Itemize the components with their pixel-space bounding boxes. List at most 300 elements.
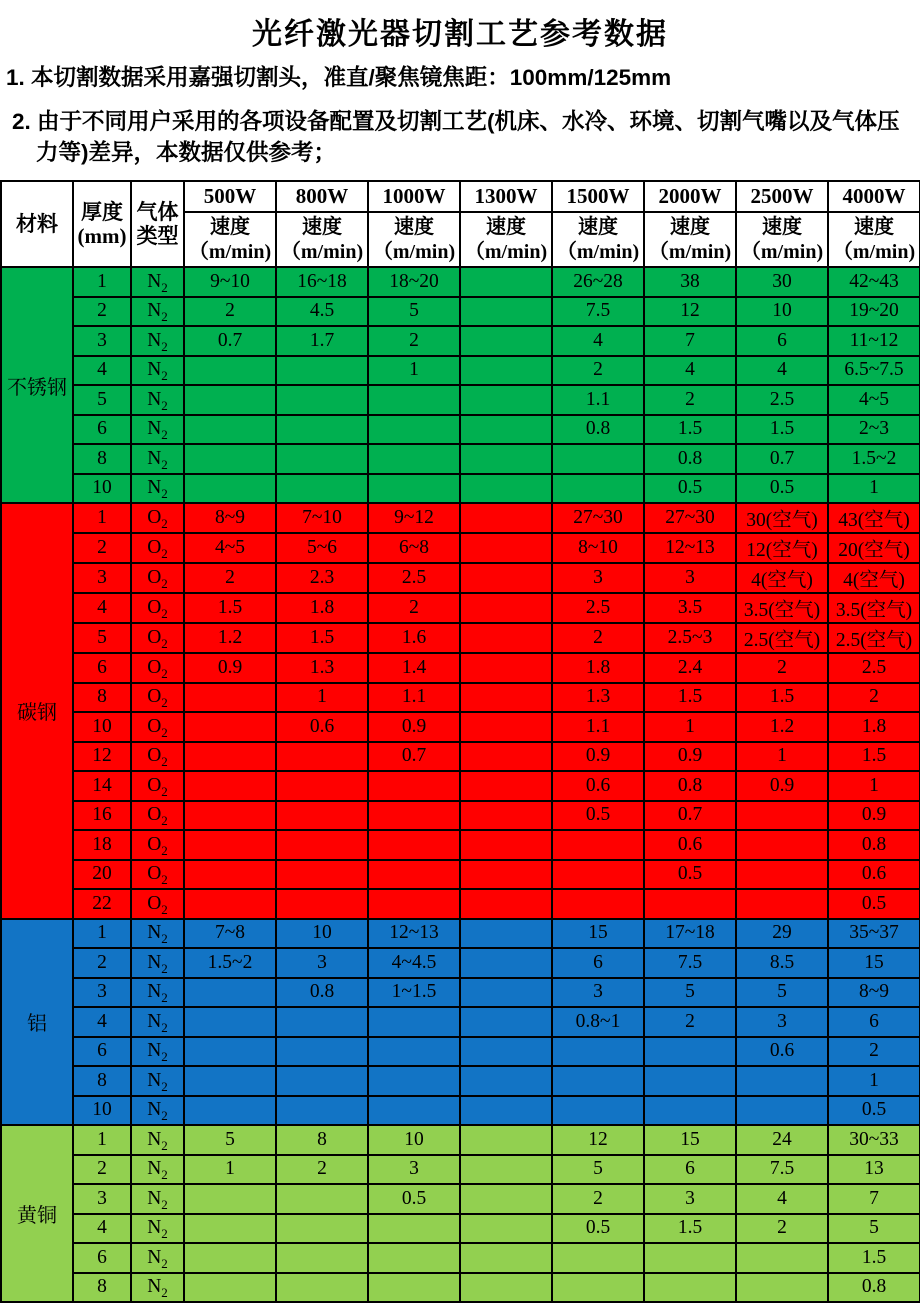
speed-cell xyxy=(276,1007,368,1037)
speed-cell xyxy=(184,1037,276,1067)
speed-cell: 15 xyxy=(828,948,920,978)
speed-cell xyxy=(368,889,460,919)
speed-cell: 15 xyxy=(552,919,644,949)
speed-cell xyxy=(184,801,276,831)
gas-type-cell: $N_2$ xyxy=(131,326,184,356)
speed-cell xyxy=(644,1096,736,1126)
speed-cell xyxy=(736,830,828,860)
table-row xyxy=(1,1155,920,1185)
gas-type-cell: $N_2$ xyxy=(131,1155,184,1185)
speed-cell xyxy=(460,1243,552,1273)
thickness-cell: 6 xyxy=(73,653,131,683)
speed-cell: 43(空气) xyxy=(828,503,920,533)
material-cell: 铝 xyxy=(1,919,73,1126)
speed-cell: 3 xyxy=(552,563,644,593)
speed-cell xyxy=(184,683,276,713)
speed-cell xyxy=(460,563,552,593)
thickness-cell: 2 xyxy=(73,948,131,978)
speed-cell: 0.8 xyxy=(644,444,736,474)
speed-cell xyxy=(552,1243,644,1273)
gas-type-cell: $O_2$ xyxy=(131,889,184,919)
speed-cell xyxy=(368,830,460,860)
speed-cell: 1.5 xyxy=(828,742,920,772)
gas-type-cell: $N_2$ xyxy=(131,1096,184,1126)
speed-cell xyxy=(184,1184,276,1214)
speed-cell: 29 xyxy=(736,919,828,949)
speed-cell xyxy=(276,385,368,415)
speed-cell: 11~12 xyxy=(828,326,920,356)
speed-cell: 7.5 xyxy=(552,297,644,327)
speed-cell: 35~37 xyxy=(828,919,920,949)
table-row xyxy=(1,385,920,415)
speed-cell: 2 xyxy=(736,653,828,683)
speed-cell xyxy=(276,444,368,474)
table-body xyxy=(1,267,920,1302)
speed-cell xyxy=(460,1125,552,1155)
speed-cell: 9~12 xyxy=(368,503,460,533)
speed-cell: 0.9 xyxy=(644,742,736,772)
speed-cell xyxy=(276,474,368,504)
thickness-cell: 3 xyxy=(73,563,131,593)
thickness-cell: 3 xyxy=(73,326,131,356)
gas-type-cell: $O_2$ xyxy=(131,533,184,563)
speed-cell: 0.6 xyxy=(552,771,644,801)
gas-type-cell: $N_2$ xyxy=(131,474,184,504)
gas-type-cell: $N_2$ xyxy=(131,948,184,978)
speed-cell: 5~6 xyxy=(276,533,368,563)
thickness-cell: 1 xyxy=(73,919,131,949)
speed-cell: 0.5 xyxy=(736,474,828,504)
speed-cell: 1.1 xyxy=(552,712,644,742)
thickness-cell: 5 xyxy=(73,623,131,653)
gas-type-cell: $O_2$ xyxy=(131,860,184,890)
table-row xyxy=(1,919,920,949)
speed-cell xyxy=(644,1243,736,1273)
speed-cell: 2.5(空气) xyxy=(828,623,920,653)
speed-cell xyxy=(368,1273,460,1303)
speed-cell: 2 xyxy=(368,326,460,356)
speed-cell: 16~18 xyxy=(276,267,368,297)
speed-cell: 10 xyxy=(368,1125,460,1155)
gas-type-cell: $O_2$ xyxy=(131,801,184,831)
speed-cell xyxy=(184,712,276,742)
speed-cell: 12(空气) xyxy=(736,533,828,563)
speed-cell xyxy=(460,742,552,772)
speed-cell xyxy=(184,444,276,474)
speed-cell: 2 xyxy=(552,356,644,386)
gas-type-cell: $O_2$ xyxy=(131,653,184,683)
gas-type-cell: $N_2$ xyxy=(131,415,184,445)
speed-cell xyxy=(184,830,276,860)
table-row xyxy=(1,712,920,742)
speed-cell xyxy=(460,830,552,860)
speed-cell xyxy=(460,712,552,742)
speed-cell xyxy=(552,1273,644,1303)
speed-cell: 4~5 xyxy=(828,385,920,415)
header-power-1000w: 1000W xyxy=(368,181,460,212)
table-row xyxy=(1,978,920,1008)
table-row xyxy=(1,356,920,386)
speed-cell: 0.9 xyxy=(828,801,920,831)
gas-type-cell: $N_2$ xyxy=(131,444,184,474)
header-speed-cell: 速度 （m/min) xyxy=(736,212,828,267)
speed-cell xyxy=(184,1066,276,1096)
speed-cell: 1 xyxy=(644,712,736,742)
speed-cell: 2 xyxy=(828,683,920,713)
speed-cell: 2.5(空气) xyxy=(736,623,828,653)
thickness-cell: 20 xyxy=(73,860,131,890)
speed-cell: 7 xyxy=(644,326,736,356)
thickness-cell: 16 xyxy=(73,801,131,831)
header-material: 材料 xyxy=(1,181,73,267)
speed-cell: 1.6 xyxy=(368,623,460,653)
speed-cell xyxy=(460,297,552,327)
speed-cell: 0.6 xyxy=(828,860,920,890)
gas-type-cell: $O_2$ xyxy=(131,712,184,742)
speed-cell: 1 xyxy=(828,1066,920,1096)
speed-cell: 15 xyxy=(644,1125,736,1155)
speed-cell xyxy=(460,1037,552,1067)
speed-cell xyxy=(368,1243,460,1273)
header-thickness-line2: (mm) xyxy=(77,224,127,248)
speed-cell xyxy=(276,1243,368,1273)
speed-cell xyxy=(736,1066,828,1096)
speed-cell: 1.1 xyxy=(552,385,644,415)
speed-cell xyxy=(276,889,368,919)
table-row xyxy=(1,415,920,445)
speed-cell: 1.3 xyxy=(276,653,368,683)
speed-cell: 0.7 xyxy=(736,444,828,474)
speed-cell: 8 xyxy=(276,1125,368,1155)
speed-cell: 1~1.5 xyxy=(368,978,460,1008)
speed-cell: 1.3 xyxy=(552,683,644,713)
speed-cell xyxy=(184,1243,276,1273)
table-row xyxy=(1,653,920,683)
speed-cell xyxy=(184,771,276,801)
speed-cell: 0.7 xyxy=(368,742,460,772)
thickness-cell: 14 xyxy=(73,771,131,801)
gas-type-cell: $O_2$ xyxy=(131,830,184,860)
speed-cell xyxy=(276,1214,368,1244)
speed-cell: 24 xyxy=(736,1125,828,1155)
speed-cell: 1.2 xyxy=(736,712,828,742)
speed-cell: 1 xyxy=(828,771,920,801)
speed-cell: 4(空气) xyxy=(828,563,920,593)
speed-cell: 3 xyxy=(644,1184,736,1214)
speed-cell xyxy=(368,860,460,890)
speed-cell xyxy=(736,801,828,831)
table-row xyxy=(1,1184,920,1214)
speed-cell: 0.8 xyxy=(644,771,736,801)
speed-cell: 20(空气) xyxy=(828,533,920,563)
thickness-cell: 2 xyxy=(73,533,131,563)
thickness-cell: 3 xyxy=(73,1184,131,1214)
speed-cell xyxy=(644,1037,736,1067)
header-power-800w: 800W xyxy=(276,181,368,212)
page-title: 光纤激光器切割工艺参考数据 xyxy=(252,18,668,51)
thickness-cell: 6 xyxy=(73,415,131,445)
speed-cell: 4(空气) xyxy=(736,563,828,593)
speed-cell: 1 xyxy=(736,742,828,772)
speed-cell: 2 xyxy=(276,1155,368,1185)
header-thickness-line1: 厚度 xyxy=(81,200,123,224)
speed-cell: 1.5~2 xyxy=(828,444,920,474)
speed-cell xyxy=(460,1273,552,1303)
thickness-cell: 2 xyxy=(73,1155,131,1185)
speed-cell: 1.5~2 xyxy=(184,948,276,978)
speed-cell xyxy=(644,1273,736,1303)
speed-cell xyxy=(736,1243,828,1273)
speed-cell xyxy=(184,1273,276,1303)
gas-type-cell: $O_2$ xyxy=(131,742,184,772)
table-row xyxy=(1,860,920,890)
speed-cell xyxy=(276,1096,368,1126)
speed-cell: 0.9 xyxy=(736,771,828,801)
speed-cell xyxy=(368,385,460,415)
speed-cell: 6 xyxy=(828,1007,920,1037)
speed-cell: 1 xyxy=(368,356,460,386)
speed-cell xyxy=(460,503,552,533)
speed-cell: 1.5 xyxy=(644,1214,736,1244)
speed-cell xyxy=(276,742,368,772)
speed-cell: 1 xyxy=(828,474,920,504)
speed-cell xyxy=(184,415,276,445)
speed-cell xyxy=(460,267,552,297)
speed-cell: 0.8~1 xyxy=(552,1007,644,1037)
speed-cell xyxy=(460,1096,552,1126)
speed-cell xyxy=(460,1066,552,1096)
speed-cell: 4 xyxy=(736,356,828,386)
speed-cell: 7~10 xyxy=(276,503,368,533)
header-speed-cell: 速度 （m/min) xyxy=(460,212,552,267)
speed-cell: 5 xyxy=(184,1125,276,1155)
speed-cell xyxy=(184,1007,276,1037)
speed-cell xyxy=(184,1214,276,1244)
table-row xyxy=(1,1066,920,1096)
speed-cell: 0.5 xyxy=(552,801,644,831)
speed-cell: 2 xyxy=(644,1007,736,1037)
speed-cell: 2.5 xyxy=(368,563,460,593)
speed-cell: 0.6 xyxy=(644,830,736,860)
speed-cell: 3.5(空气) xyxy=(736,593,828,623)
speed-cell xyxy=(184,1096,276,1126)
speed-cell: 0.9 xyxy=(184,653,276,683)
table-row xyxy=(1,889,920,919)
speed-cell xyxy=(460,978,552,1008)
speed-cell xyxy=(736,860,828,890)
speed-cell xyxy=(276,415,368,445)
speed-cell: 8~9 xyxy=(184,503,276,533)
speed-cell: 2 xyxy=(184,563,276,593)
gas-type-cell: $N_2$ xyxy=(131,978,184,1008)
header-speed-cell: 速度 （m/min) xyxy=(644,212,736,267)
speed-cell: 0.5 xyxy=(644,474,736,504)
table-row xyxy=(1,771,920,801)
speed-cell: 12~13 xyxy=(368,919,460,949)
thickness-cell: 3 xyxy=(73,978,131,1008)
speed-cell: 0.5 xyxy=(368,1184,460,1214)
gas-type-cell: $O_2$ xyxy=(131,683,184,713)
table-row xyxy=(1,830,920,860)
speed-cell xyxy=(460,860,552,890)
thickness-cell: 8 xyxy=(73,683,131,713)
speed-cell: 30(空气) xyxy=(736,503,828,533)
speed-cell: 1.8 xyxy=(552,653,644,683)
speed-cell xyxy=(460,356,552,386)
speed-cell xyxy=(552,1096,644,1126)
table-row xyxy=(1,623,920,653)
speed-cell xyxy=(368,1066,460,1096)
speed-cell: 6 xyxy=(644,1155,736,1185)
table-row xyxy=(1,297,920,327)
speed-cell: 0.9 xyxy=(552,742,644,772)
speed-cell: 18~20 xyxy=(368,267,460,297)
speed-cell xyxy=(460,1184,552,1214)
speed-cell xyxy=(184,356,276,386)
thickness-cell: 6 xyxy=(73,1037,131,1067)
speed-cell: 0.6 xyxy=(736,1037,828,1067)
speed-cell: 3.5 xyxy=(644,593,736,623)
speed-cell: 2.4 xyxy=(644,653,736,683)
table-row xyxy=(1,742,920,772)
speed-cell xyxy=(460,683,552,713)
speed-cell xyxy=(276,1184,368,1214)
speed-cell: 1.1 xyxy=(368,683,460,713)
speed-cell: 6 xyxy=(552,948,644,978)
table-row xyxy=(1,801,920,831)
speed-cell: 5 xyxy=(644,978,736,1008)
speed-cell: 17~18 xyxy=(644,919,736,949)
speed-cell: 2 xyxy=(552,1184,644,1214)
header-speed-cell: 速度 （m/min) xyxy=(368,212,460,267)
speed-cell: 2.5~3 xyxy=(644,623,736,653)
note-1: 1. 本切割数据采用嘉强切割头，准直/聚焦镜焦距：100mm/125mm xyxy=(6,65,672,90)
speed-cell: 1.5 xyxy=(276,623,368,653)
header-speed-cell: 速度 （m/min) xyxy=(184,212,276,267)
gas-type-cell: $N_2$ xyxy=(131,356,184,386)
table-row xyxy=(1,1037,920,1067)
speed-cell: 12 xyxy=(552,1125,644,1155)
speed-cell xyxy=(552,1066,644,1096)
table-row xyxy=(1,326,920,356)
speed-cell: 2.5 xyxy=(552,593,644,623)
speed-cell xyxy=(644,1066,736,1096)
speed-cell xyxy=(552,444,644,474)
thickness-cell: 4 xyxy=(73,1007,131,1037)
speed-cell: 26~28 xyxy=(552,267,644,297)
speed-cell: 0.8 xyxy=(276,978,368,1008)
speed-cell: 1.7 xyxy=(276,326,368,356)
speed-cell xyxy=(184,860,276,890)
gas-type-cell: $N_2$ xyxy=(131,267,184,297)
speed-cell xyxy=(460,593,552,623)
speed-cell xyxy=(460,385,552,415)
header-speed-cell: 速度 （m/min) xyxy=(828,212,920,267)
speed-cell: 1.5 xyxy=(736,415,828,445)
speed-cell xyxy=(276,1273,368,1303)
speed-cell: 30~33 xyxy=(828,1125,920,1155)
speed-cell: 3 xyxy=(736,1007,828,1037)
thickness-cell: 8 xyxy=(73,444,131,474)
header-power-4000w: 4000W xyxy=(828,181,920,212)
speed-cell: 1 xyxy=(276,683,368,713)
speed-cell xyxy=(368,1037,460,1067)
speed-cell: 0.6 xyxy=(276,712,368,742)
speed-cell xyxy=(368,444,460,474)
header-power-1500w: 1500W xyxy=(552,181,644,212)
header-thickness xyxy=(73,181,131,267)
speed-cell xyxy=(460,889,552,919)
speed-cell xyxy=(368,474,460,504)
table-row xyxy=(1,1243,920,1273)
speed-cell: 1.5 xyxy=(828,1243,920,1273)
speed-cell: 38 xyxy=(644,267,736,297)
header-power-2000w: 2000W xyxy=(644,181,736,212)
speed-cell: 2 xyxy=(184,297,276,327)
thickness-cell: 4 xyxy=(73,593,131,623)
speed-cell: 2.5 xyxy=(736,385,828,415)
speed-cell xyxy=(460,1007,552,1037)
speed-cell xyxy=(460,948,552,978)
speed-cell: 1.5 xyxy=(644,415,736,445)
speed-cell: 2 xyxy=(644,385,736,415)
speed-cell: 6~8 xyxy=(368,533,460,563)
thickness-cell: 22 xyxy=(73,889,131,919)
table-row xyxy=(1,948,920,978)
speed-cell: 1.5 xyxy=(644,683,736,713)
speed-cell xyxy=(368,1214,460,1244)
table-row xyxy=(1,1096,920,1126)
thickness-cell: 8 xyxy=(73,1066,131,1096)
thickness-cell: 10 xyxy=(73,474,131,504)
speed-cell xyxy=(276,801,368,831)
speed-cell: 3 xyxy=(368,1155,460,1185)
table-row xyxy=(1,267,920,297)
gas-type-cell: $N_2$ xyxy=(131,1243,184,1273)
speed-cell: 0.5 xyxy=(828,889,920,919)
thickness-cell: 4 xyxy=(73,1214,131,1244)
gas-type-cell: $O_2$ xyxy=(131,623,184,653)
table-row xyxy=(1,1007,920,1037)
speed-cell xyxy=(276,1037,368,1067)
speed-cell: 0.8 xyxy=(828,830,920,860)
speed-cell xyxy=(184,742,276,772)
header-power-2500w: 2500W xyxy=(736,181,828,212)
speed-cell xyxy=(736,1273,828,1303)
gas-type-cell: $N_2$ xyxy=(131,919,184,949)
table-row xyxy=(1,683,920,713)
material-cell: 黄铜 xyxy=(1,1125,73,1302)
speed-cell: 1.4 xyxy=(368,653,460,683)
thickness-cell: 6 xyxy=(73,1243,131,1273)
speed-cell: 2 xyxy=(736,1214,828,1244)
table-row xyxy=(1,533,920,563)
header-gas-type xyxy=(131,181,184,267)
speed-cell: 8~9 xyxy=(828,978,920,1008)
speed-cell: 0.7 xyxy=(184,326,276,356)
speed-cell: 2 xyxy=(368,593,460,623)
speed-cell xyxy=(368,415,460,445)
gas-type-cell: $N_2$ xyxy=(131,385,184,415)
speed-cell xyxy=(276,771,368,801)
gas-type-cell: $O_2$ xyxy=(131,593,184,623)
speed-cell: 19~20 xyxy=(828,297,920,327)
speed-cell: 4 xyxy=(644,356,736,386)
table-row xyxy=(1,1125,920,1155)
speed-cell xyxy=(552,1037,644,1067)
gas-type-cell: $N_2$ xyxy=(131,1273,184,1303)
gas-type-cell: $N_2$ xyxy=(131,1214,184,1244)
